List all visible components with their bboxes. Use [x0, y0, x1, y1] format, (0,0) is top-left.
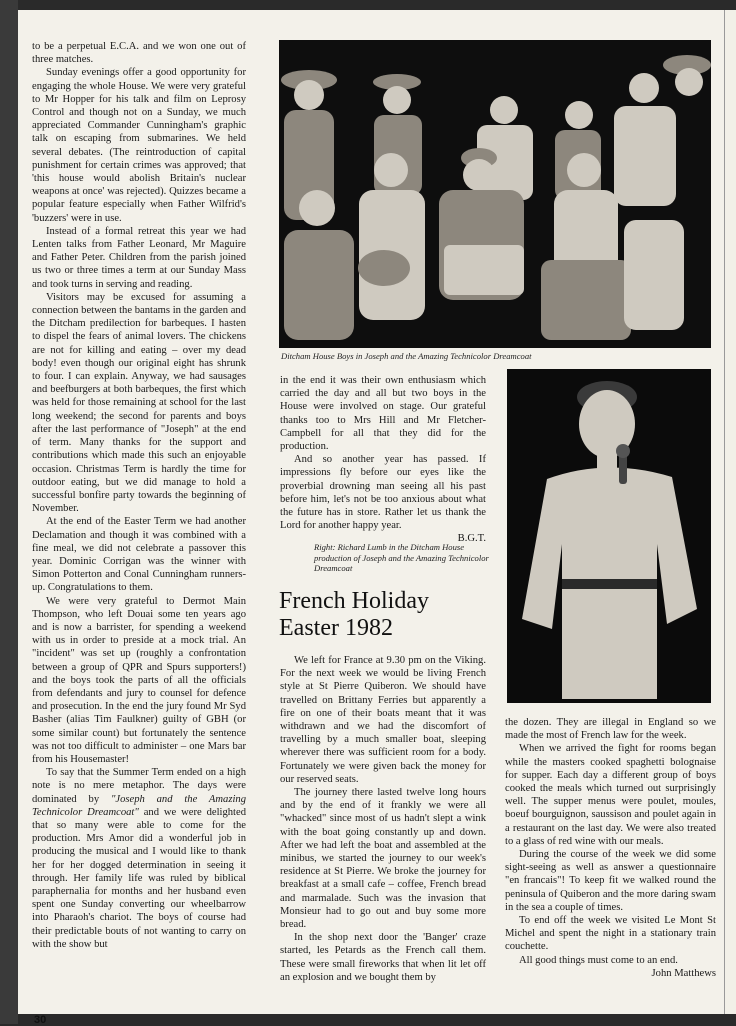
paragraph: In the shop next door the 'Banger' craze started, les Petards as the French call them. These were small fireworks that when lit let off an explosion and we bought them by	[280, 932, 486, 983]
paragraph: To end off the week we visited Le Mont St Michel and spent the night in a stationary train couchette.	[505, 915, 716, 953]
paragraph: When we arrived the fight for rooms began while the masters cooked spaghetti bolognaise for supper. Each day a different group of boys cooked the meals which turned out surprisingly well. The supper menus were poulet, moules, boeuf bourguignon, saussison and poulet again in a restaurant on the last day. We were also treated to a glass of red wine with our meals.	[505, 743, 716, 847]
left-binding-edge	[0, 0, 18, 1024]
article-column-a	[280, 654, 486, 984]
text-run: and we were delighted that so many were able to come for the production. Mrs Amor did a wonderful job in producing the musical and I would like to thank her for her dogged determination in seeing it through. Her family life was ruled by biblical paraphernalia for months and her husband even spent one Sunday converting our wheelbarrow into Pharaoh's chariot. The boys of course had their predictable bouts of not wanting to carry on with the show but	[32, 806, 246, 950]
photo-caption-right: Right: Richard Lumb in the Ditcham House production of Joseph and the Amazing Technicolor Dreamcoat	[314, 542, 489, 573]
author: John Matthews	[651, 967, 716, 979]
paragraph: to be a perpetual E.C.A. and we won one out of three matches.	[32, 41, 246, 66]
paragraph: Visitors may be excused for assuming a connection between the bantams in the garden and the Ditcham predilection for barbeques. I hasten to dispel the fears of animal lovers. The chickens are not for killing and eating – over my dead body! even though our original eight has shrunk to four. I can explain. Anyway, we had sausages and beefburgers at both barbeques, the first which was held for those remaining at school for the last long weekend; the second for parents and boys after the last performance of "Joseph" at the end of term. Many thanks for the support and contributions which made this such an enjoyable occasion. Christmas Term is hardly the time for outdoor eating, but we did manage to hold a successful bonfire party towards the beginning of November.	[32, 291, 246, 515]
photo-image	[279, 40, 711, 348]
paragraph: We were very grateful to Dermot Main Thompson, who left Douai some ten years ago and is now a barrister, for spending a weekend with us in order to preside at a mock trial. An "incident" was set up (roughly a confrontation between a group of QPR and Spurs supporters!) and the boys took the parts of all the officials from defendants and jury to counsel for defence and prosecution. In the end the jury found Mr Syd Basher (alias Tim Faulkner) guilty of GBH (or some similar count) but fortunately the sentence was not too difficult to administer – one Mars bar from his Housemaster!	[32, 595, 246, 765]
paragraph: We left for France at 9.30 pm on the Viking. For the next week we would be living French style at St Pierre Quiberon. We should have travelled on Brittany Ferries but apparently a fire on one of their boats meant that it was withdrawn and we had the discomfort of travelling by a much smaller boat, sleeping wherever there was sufficient room for a body. Fortunately we were given back the money for our reserved seats.	[280, 655, 486, 785]
paragraph: All good things must come to an end.	[519, 954, 678, 966]
article-heading: French Holiday Easter 1982	[279, 588, 429, 641]
column-1	[32, 40, 246, 951]
article-column-b	[505, 716, 716, 980]
paragraph: And so another year has passed. If impressions fly before our eyes like the proverbial drowning man seeing all his past before him, let's not be too anxious about what the future has in store. Rather let us thank the Lord for another happy year.	[280, 454, 486, 532]
facing-page-edge	[724, 10, 736, 1014]
text-run: To say that the Summer Term ended on a high note is no mere metaphor. The days were dominated by	[32, 767, 246, 805]
paragraph: Sunday evenings offer a good opportunity for engaging the whole House. We were very grateful to Mr Hopper for his talk and film on Leprosy Control and though not on a Sunday, we much appreciated Commander Cunningham's graphic talk on escaping from submarines. We held several debates. (The reintroduction of capital punishment for certain crimes was approved; that 'this house would abolish Britain's nuclear weapons at once' was rejected). Quizzes became a popular feature especially when Father Wilfrid's 'buzzers' were in use.	[32, 67, 246, 224]
musical-title: "Joseph and the Amazing Technicolor Dreamcoat"	[32, 793, 246, 818]
paragraph: Instead of a formal retreat this year we had Lenten talks from Father Leonard, Mr Maguire and Father Peter. Children from the parish joined us two or three times a term at our Sunday Mass and took turns in serving and reading.	[32, 225, 246, 290]
paragraph: the dozen. They are illegal in England so we made the most of French law for the week.	[505, 717, 716, 742]
photo-image	[507, 369, 711, 703]
paragraph: At the end of the Easter Term we had another Declamation and though it was combined with a fine meal, we did not celebrate a passover this year. Dominic Corrigan was the winner with Simon Potterton and Conal Cunningham runners-up. Congratulations to them.	[32, 516, 246, 594]
column-2	[280, 374, 486, 546]
page-number: 30	[34, 1014, 47, 1026]
photo-ditcham-house-boys	[279, 40, 711, 348]
photo-richard-lumb	[507, 369, 711, 703]
paragraph	[32, 766, 246, 951]
paragraph: The journey there lasted twelve long hours and by the end of it frankly we were all "whacked" since most of us hadn't slept a wink with the boat going constantly up and down. After we had left the boat and assembled at the minibus, we started the journey to our week's residence at St Pierre. We broke the journey for breakfast at a small cafe – coffee, French bread and marmalade. Such was the invasion that Monsieur had to go out and buy some more bread.	[280, 787, 486, 931]
paragraph: During the course of the week we did some sight-seeing as well as answer a questionnaire "en francais"! To keep fit we walked round the peninsula of Quiberon and the more daring swam in the sea a couple of times.	[505, 849, 716, 913]
paragraph: in the end it was their own enthusiasm which carried the day and all but two boys in the House were involved on stage. Our grateful thanks too to Mrs Hill and Mr Fletcher-Campbell for all that they did for the production.	[280, 375, 486, 453]
photo-caption: Ditcham House Boys in Joseph and the Amazing Technicolor Dreamcoat	[281, 351, 532, 361]
signature: B.G.T.	[457, 533, 486, 545]
